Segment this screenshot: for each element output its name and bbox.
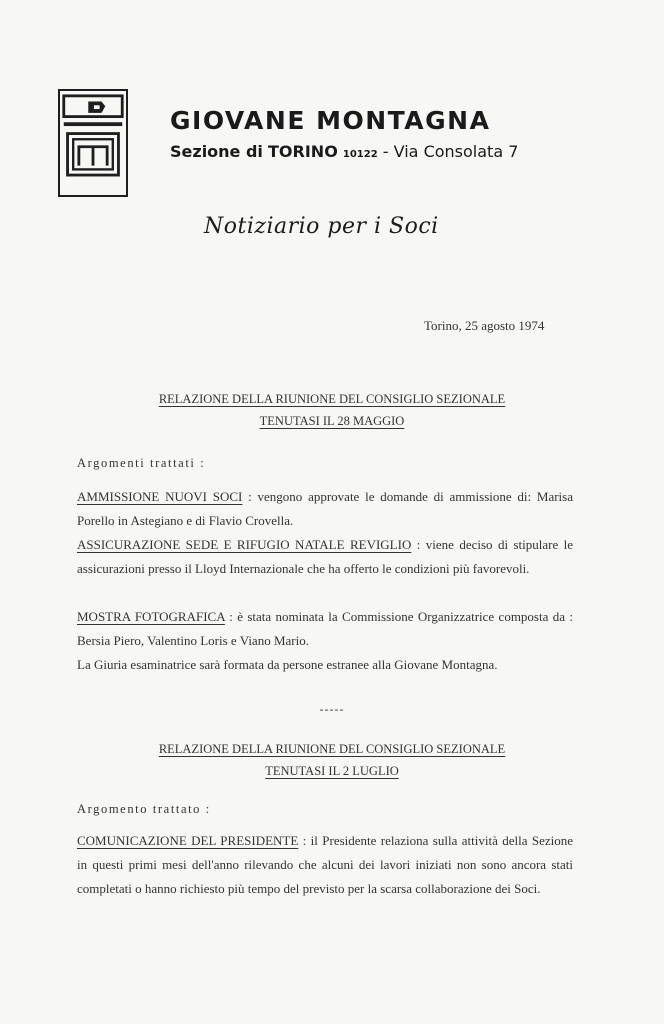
report1-title [0,388,664,432]
item-keyword: ASSICURAZIONE SEDE E RIFUGIO NATALE REVIGLIO [77,537,412,552]
section-prefix: Sezione di [170,142,263,161]
report2-title-line1: RELAZIONE DELLA RIUNIONE DEL CONSIGLIO SEZIONALE [158,742,506,756]
report1-title-line2: TENUTASI IL 28 MAGGIO [259,414,405,428]
report2-topics-label: Argomento trattato : [77,802,211,816]
report2-title [0,738,664,782]
item-text: : il Presidente relaziona sulla attività della Sezione in questi primi mesi dell'anno rilevando che alcuni dei lavori iniziati non sono ancora stati completati o hanno richiesto più tempo del previsto per la scarsa collaborazione dei Soci. [77,833,573,896]
item-text: : viene deciso di stipulare le assicurazioni presso il Lloyd Internazionale che ha offerto le condizioni più favorevoli. [77,537,574,576]
logo-emblem-icon [60,91,126,195]
item-keyword: COMUNICAZIONE DEL PRESIDENTE [77,833,299,848]
item-text: : è stata nominata la Commissione Organizzatrice composta da : Bersia Piero, Valentino Loris e Viano Mario. [77,609,573,648]
document-date: Torino, 25 agosto 1974 [424,318,545,333]
report2-title-line2: TENUTASI IL 2 LUGLIO [265,764,399,778]
organization-name: GIOVANE MONTAGNA [170,106,491,135]
item-keyword: AMMISSIONE NUOVI SOCI [77,489,243,504]
newsletter-title: Notiziario per i Soci [204,214,439,239]
report1-item-photo-exhibition [77,605,573,677]
postal-code: 10122 [342,149,378,160]
report1-topics-label: Argomenti trattati : [77,456,206,470]
item-keyword: MOSTRA FOTOGRAFICA [77,609,225,624]
item-text: : vengono approvate le domande di ammissione di: Marisa Porello in Astegiano e di Flavio Crovella. [77,489,574,528]
street-address: - Via Consolata 7 [382,142,519,161]
giovane-montagna-logo [58,89,128,197]
report2-item-president [77,829,573,901]
report1-title-line1: RELAZIONE DELLA RIUNIONE DEL CONSIGLIO SEZIONALE [158,392,506,406]
item-extra-text: La Giuria esaminatrice sarà formata da persone estranee alla Giovane Montagna. [77,657,498,672]
section-city: TORINO [268,142,338,161]
report1-item-admissions [77,485,573,533]
section-separator: ----- [319,702,345,716]
report1-item-insurance [77,533,573,581]
section-address [170,142,518,161]
